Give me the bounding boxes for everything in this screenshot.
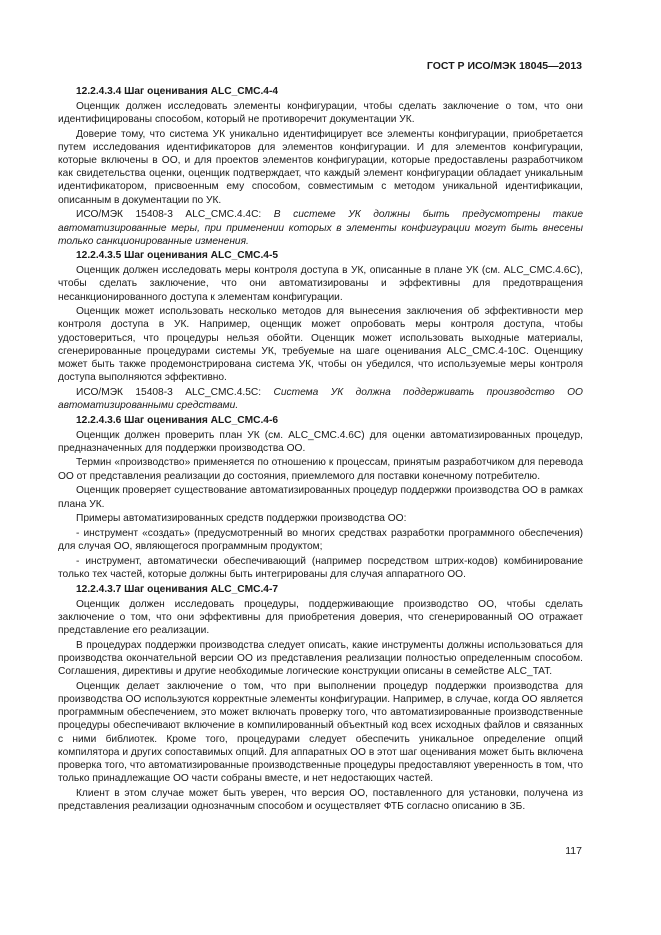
paragraph: Оценщик может использовать несколько методов для вынесения заключения об эффективности мер контроля доступа в УК. Например, оценщик может опробовать меры контроля доступа, чтобы удостовериться, что процедуры нельзя обойти. Оценщик может использовать выходные материалы, сгенерированные процедурами системы УК, требуемые на шаге оценивания ALC_CMC.4-10C. Оценщику может быть также продемонстрирована система УК, чтобы он убедился, что используемые меры контроля доступа выполняются эффективно. (58, 306, 583, 384)
paragraph: Оценщик делает заключение о том, что при выполнении процедур поддержки производства для производства ОО используются корректные элементы конфигурации. Например, в случае, когда ОО является программным обеспечением, это может включать проверку того, что автоматизированные производственные процедуры обеспечивают включение в компилированный объектный код всех исходных файлов и связанных с ними библиотек. Кроме того, процедурами следует обеспечить уникальное определение опций компилятора и других сопоставимых опций. Для аппаратных ОО в этот шаг оценивания может быть включена проверка того, что автоматизированные производственные процедуры предоставляют уверенность в том, что только принадлежащие ОО части собраны вместе, и нет недостающих частей. (58, 680, 583, 785)
paragraph: Термин «производство» применяется по отношению к процессам, принятым разработчиком для перевода ОО от представления реализации до состояния, приемлемого для поставки конечному потребителю. (58, 457, 583, 482)
paragraph: Оценщик должен проверить план УК (см. ALC_CMC.4.6C) для оценки автоматизированных процедур, предназначенных для поддержки производства ОО. (58, 429, 583, 454)
page-number: 117 (565, 845, 582, 857)
paragraph: В процедурах поддержки производства следует описать, какие инструменты должны использоваться для производства окончательной версии ОО из представления реализации полностью определенным способом. Соглашения, директивы и другие необходимые логические конструкции описаны в семействе ALC_TAT. (58, 639, 583, 678)
requirement-text: Система УК должна поддерживать производство ОО автоматизированными средствами. (58, 386, 583, 412)
paragraph: Оценщик должен исследовать элементы конфигурации, чтобы сделать заключение о том, что они идентифицированы способом, который не противоречит документации УК. (58, 100, 583, 125)
section-heading: 12.2.4.3.4 Шаг оценивания ALC_CMC.4-4 (76, 86, 279, 97)
requirement-ref: ИСО/МЭК 15408-3 ALC_CMC.4.4C: (76, 209, 274, 221)
list-item: - инструмент «создать» (предусмотренный во многих средствах разработки программного обеспечения) для случая ОО, являющегося программным продуктом; (58, 528, 583, 553)
section-heading: 12.2.4.3.6 Шаг оценивания ALC_CMC.4-6 (76, 414, 279, 426)
paragraph: Оценщик проверяет существование автоматизированных процедур поддержки производства ОО в рамках плана УК. (58, 485, 583, 510)
requirement-ref: ИСО/МЭК 15408-3 ALC_CMC.4.5C: (76, 386, 274, 398)
paragraph: Оценщик должен исследовать процедуры, поддерживающие производство ОО, чтобы сделать заключение о том, что они эффективны для приобретения доверия, что сгенерированный ОО отражает представление его реализации. (58, 598, 583, 636)
list-item: - инструмент, автоматически обеспечивающий (например посредством штрих-кодов) комбинирование только тех частей, которые должны быть интегрированы для случая аппаратного ОО. (58, 555, 583, 581)
requirement-text: В системе УК должны быть предусмотрены такие автоматизированные меры, при применении которых в элементы конфигурации могут быть внесены только санкционированные изменения. (58, 209, 583, 247)
section-heading: 12.2.4.3.5 Шаг оценивания ALC_CMC.4-5 (76, 250, 279, 262)
paragraph: Оценщик должен исследовать меры контроля доступа в УК, описанные в плане УК (см. ALC_CMC.4.6C), чтобы сделать заключение, что они автоматизированы и эффективны для предотвращения несанкционированного доступа к элементам конфигурации. (58, 265, 583, 303)
paragraph: Примеры автоматизированных средств поддержки производства ОО: (76, 513, 407, 525)
document-header: ГОСТ Р ИСО/МЭК 18045—2013 (426, 60, 582, 72)
paragraph: Доверие тому, что система УК уникально идентифицирует все элементы конфигурации, приобретается путем исследования идентификаторов для элементов конфигурации. И для элементов конфигурации, которые включены в ОО, и для проектов элементов конфигурации, которые предоставлены разработчиком как свидетельства оценки, оценщик подтверждает, что каждый элемент конфигурации обладает уникальным идентификатором, присвоенным ему способом, совместимым с методом уникальной идентификации, описанным в документации по УК. (58, 128, 583, 206)
paragraph: Клиент в этом случае может быть уверен, что версия ОО, поставленного для установки, получена из представления реализации однозначным способом и осуществляет ФТБ согласно описанию в ЗБ. (58, 787, 583, 813)
section-heading: 12.2.4.3.7 Шаг оценивания ALC_CMC.4-7 (76, 583, 279, 595)
requirement-paragraph (58, 208, 583, 248)
requirement-paragraph (58, 386, 583, 412)
page-content (58, 85, 583, 815)
